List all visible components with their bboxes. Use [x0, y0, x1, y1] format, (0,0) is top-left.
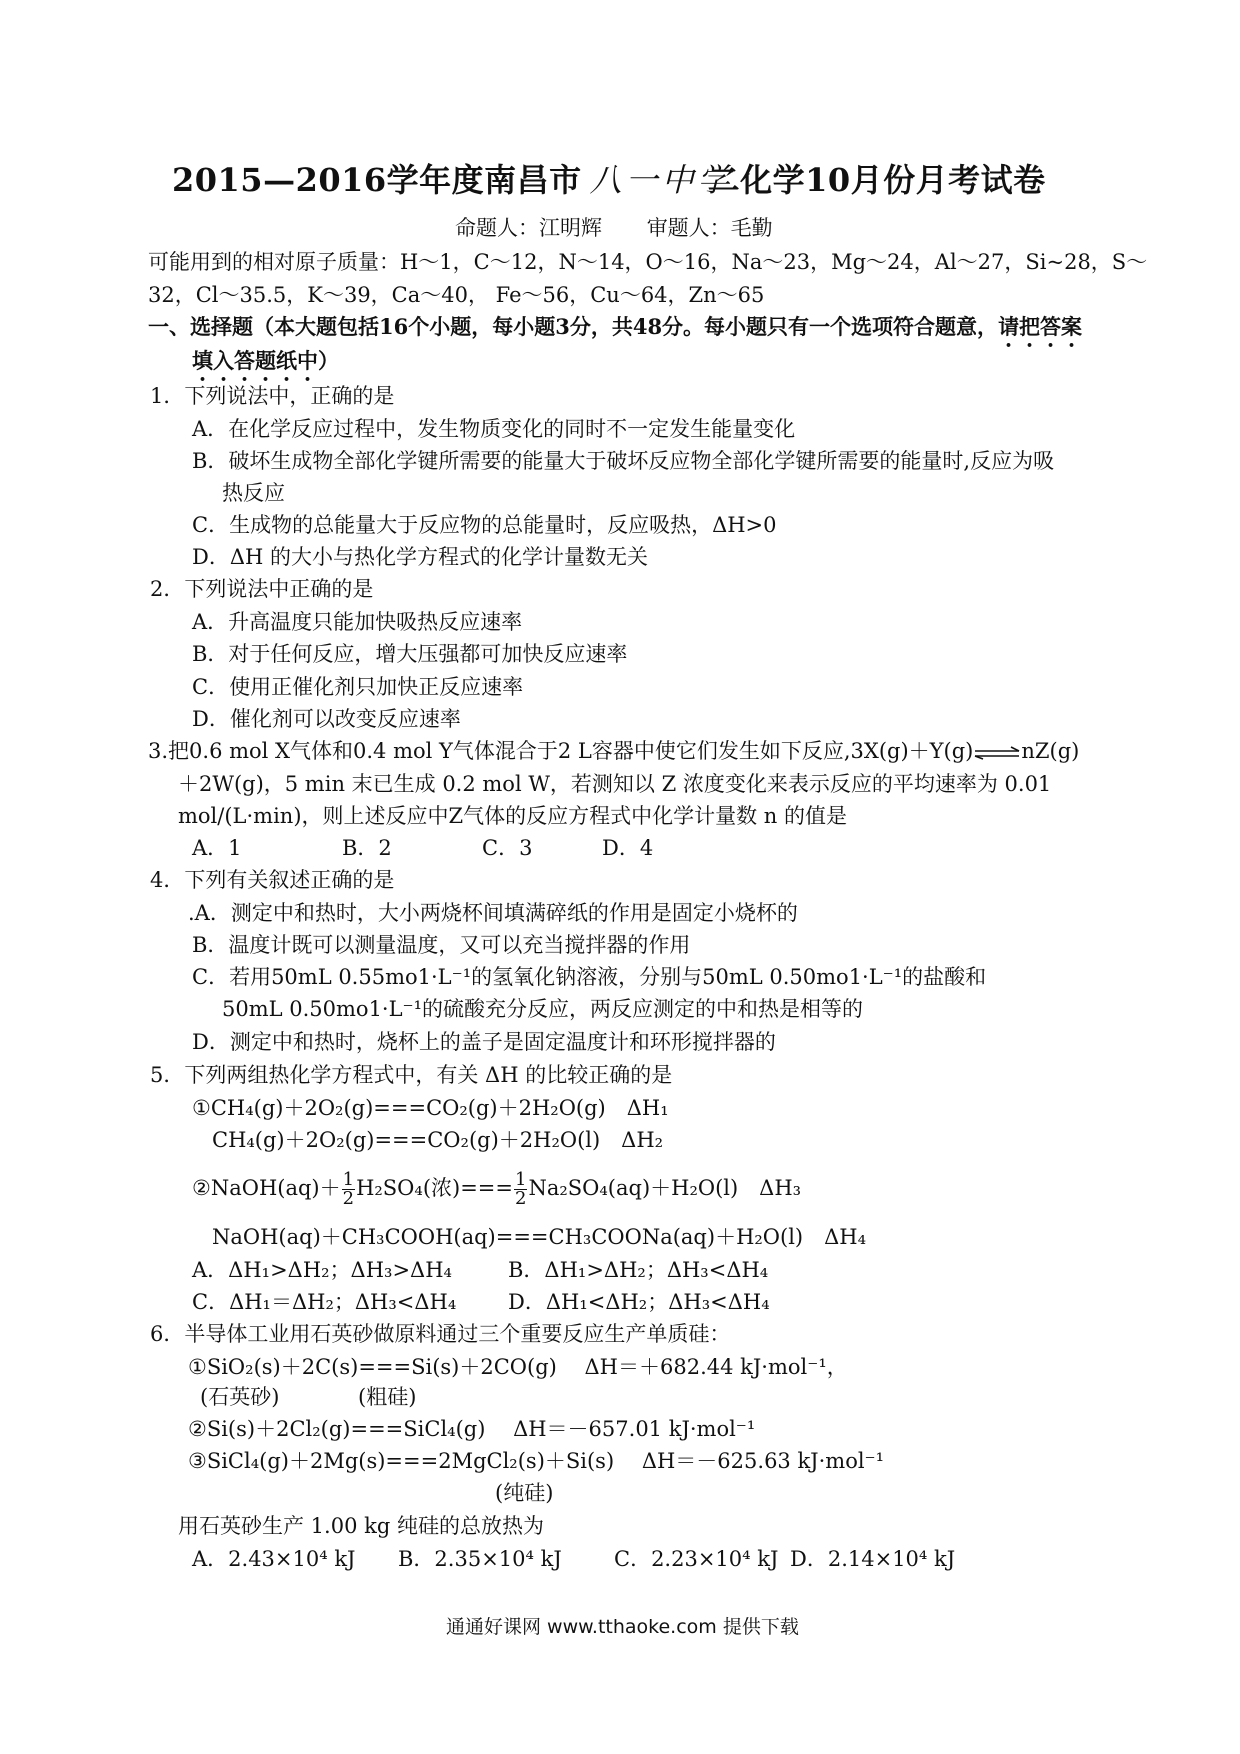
section-heading-text: 一、选择题（本大题包括16个小题，每小题3分，共48分。每小题只有一个选项符合题意，: [148, 314, 999, 339]
fraction-denominator-2: 2: [515, 1188, 527, 1209]
q5-eq3-part2: H₂SO₄(浓)===: [356, 1176, 513, 1200]
q3-options: [192, 834, 952, 862]
section-heading-cont-dotted: 填入答题纸中: [192, 348, 318, 373]
title-part1: 2015—2016学年度南昌市: [172, 161, 582, 199]
fraction-numerator: 1: [342, 1169, 355, 1190]
atomic-masses-line1: 可能用到的相对原子质量：H～1，C～12，N～14，O～16，Na～23，Mg～24，Al～27，Si~28，S～: [148, 250, 1148, 274]
q4-stem: 4．下列有关叙述正确的是: [150, 868, 395, 892]
q6-option-b: B．2.35×10⁴ kJ: [398, 1547, 562, 1571]
q2-option-a: A．升高温度只能加快吸热反应速率: [192, 610, 523, 634]
reviewer-label: 审题人：毛勤: [646, 216, 773, 240]
q3-line1-text: 3.把0.6 mol X气体和0.4 mol Y气体混合于2 L容器中使它们发生如下反应,3X(g)＋Y(g): [148, 739, 974, 763]
footer-source: 通通好课网 www.tthaoke.com 提供下载: [446, 1616, 799, 1638]
q1-option-b: B．破坏生成物全部化学键所需要的能量大于破坏反应物全部化学键所需要的能量时,反应为吸: [192, 449, 1055, 473]
equilibrium-arrow-icon: [973, 746, 1021, 760]
q6-option-c: C．2.23×10⁴ kJ: [614, 1547, 779, 1571]
q5-eq3-part3: Na₂SO₄(aq)＋H₂O(l) ΔH₃: [528, 1176, 802, 1200]
q1-option-c: C．生成物的总能量大于反应物的总能量时，反应吸热，ΔH>0: [192, 513, 777, 537]
q5-stem: 5．下列两组热化学方程式中，有关 ΔH 的比较正确的是: [150, 1063, 673, 1087]
q5-eq4: NaOH(aq)＋CH₃COOH(aq)===CH₃COONa(aq)＋H₂O(l) ΔH₄: [212, 1225, 867, 1249]
fraction-half: [342, 1171, 355, 1208]
q5-options-row1: [192, 1256, 892, 1284]
section-heading-dotted: 请把答案: [998, 314, 1083, 339]
q1-option-b-cont: 热反应: [222, 481, 285, 505]
fraction-numerator-2: 1: [515, 1169, 527, 1190]
q5-option-a: A．ΔH₁>ΔH₂；ΔH₃>ΔH₄: [192, 1258, 452, 1282]
q6-eq1: ①SiO₂(s)＋2C(s)===Si(s)＋2CO(g) ΔH＝＋682.44 kJ·mol⁻¹，: [188, 1355, 848, 1379]
q3-option-a: A．1: [192, 836, 242, 860]
handwritten-school-name: 八一中学: [589, 161, 734, 199]
q6-option-d: D．2.14×10⁴ kJ: [790, 1547, 956, 1571]
q4-option-b: B．温度计既可以测量温度，又可以充当搅拌器的作用: [192, 933, 691, 957]
q6-question: 用石英砂生产 1.00 kg 纯硅的总放热为: [178, 1514, 544, 1538]
q2-stem: 2．下列说法中正确的是: [150, 577, 374, 601]
q5-eq3: [192, 1168, 801, 1208]
q5-option-b: B．ΔH₁>ΔH₂；ΔH₃<ΔH₄: [508, 1258, 769, 1282]
q3-line1: [148, 737, 1079, 765]
q3-option-b: B．2: [342, 836, 392, 860]
fraction-half-2: [514, 1171, 527, 1208]
title-part2: 二化学10月份月考试卷: [707, 161, 1046, 199]
q6-label-quartz-sand: (石英砂): [200, 1385, 280, 1409]
q5-option-d: D．ΔH₁<ΔH₂；ΔH₃<ΔH₄: [508, 1290, 770, 1314]
q6-label-crude-silicon: (粗硅): [358, 1385, 417, 1409]
q6-eq2: ②Si(s)＋2Cl₂(g)===SiCl₄(g) ΔH＝－657.01 kJ·mol⁻¹: [188, 1417, 756, 1441]
q5-eq3-part1: ②NaOH(aq)＋: [192, 1176, 341, 1200]
q6-options: [192, 1545, 992, 1573]
author-label: 命题人：江明辉: [455, 216, 602, 240]
q3-option-d: D．4: [602, 836, 654, 860]
q4-option-a: .A．测定中和热时，大小两烧杯间填满碎纸的作用是固定小烧杯的: [188, 901, 798, 925]
q3-line3: mol/(L·min)，则上述反应中Z气体的反应方程式中化学计量数 n 的值是: [178, 804, 847, 828]
q1-stem: 1．下列说法中，正确的是: [150, 384, 395, 408]
q5-option-c: C．ΔH₁＝ΔH₂；ΔH₃<ΔH₄: [192, 1290, 457, 1314]
q3-line1-product: nZ(g): [1021, 739, 1080, 763]
q2-option-c: C．使用正催化剂只加快正反应速率: [192, 675, 524, 699]
section-heading-cont: [192, 347, 339, 386]
q4-option-c-cont: 50mL 0.50mo1·L⁻¹的硫酸充分反应，两反应测定的中和热是相等的: [222, 997, 864, 1021]
q4-option-c: C．若用50mL 0.55mo1·L⁻¹的氢氧化钠溶液，分别与50mL 0.50mo1·L⁻¹的盐酸和: [192, 965, 987, 989]
q2-option-d: D．催化剂可以改变反应速率: [192, 707, 461, 731]
atomic-masses-line2: 32，Cl～35.5，K～39，Ca～40， Fe～56，Cu～64，Zn～65: [148, 283, 765, 307]
q6-eq3: ③SiCl₄(g)＋2Mg(s)===2MgCl₂(s)＋Si(s) ΔH＝－625.63 kJ·mol⁻¹: [188, 1449, 885, 1473]
q1-option-a: A．在化学反应过程中，发生物质变化的同时不一定发生能量变化: [192, 417, 796, 441]
page-title: [172, 160, 1046, 200]
q6-stem: 6．半导体工业用石英砂做原料通过三个重要反应生产单质硅：: [150, 1322, 731, 1346]
fraction-denominator: 2: [342, 1188, 355, 1209]
q6-option-a: A．2.43×10⁴ kJ: [192, 1547, 356, 1571]
q4-option-d: D．测定中和热时，烧杯上的盖子是固定温度计和环形搅拌器的: [192, 1030, 776, 1054]
q1-option-d: D．ΔH 的大小与热化学方程式的化学计量数无关: [192, 545, 648, 569]
section-heading-cont-end: ）: [318, 348, 339, 373]
q6-label-pure-silicon: (纯硅): [495, 1481, 554, 1505]
q6-eq1-labels: [200, 1383, 700, 1411]
q5-eq1: ①CH₄(g)＋2O₂(g)===CO₂(g)＋2H₂O(g) ΔH₁: [192, 1096, 669, 1120]
q2-option-b: B．对于任何反应，增大压强都可加快反应速率: [192, 642, 628, 666]
q3-option-c: C．3: [482, 836, 533, 860]
q5-options-row2: [192, 1288, 892, 1316]
q5-eq2: CH₄(g)＋2O₂(g)===CO₂(g)＋2H₂O(l) ΔH₂: [212, 1128, 664, 1152]
authors-line: [455, 214, 811, 242]
q3-line2: ＋2W(g)，5 min 末已生成 0.2 mol W，若测知以 Z 浓度变化来表示反应的平均速率为 0.01: [178, 772, 1052, 796]
